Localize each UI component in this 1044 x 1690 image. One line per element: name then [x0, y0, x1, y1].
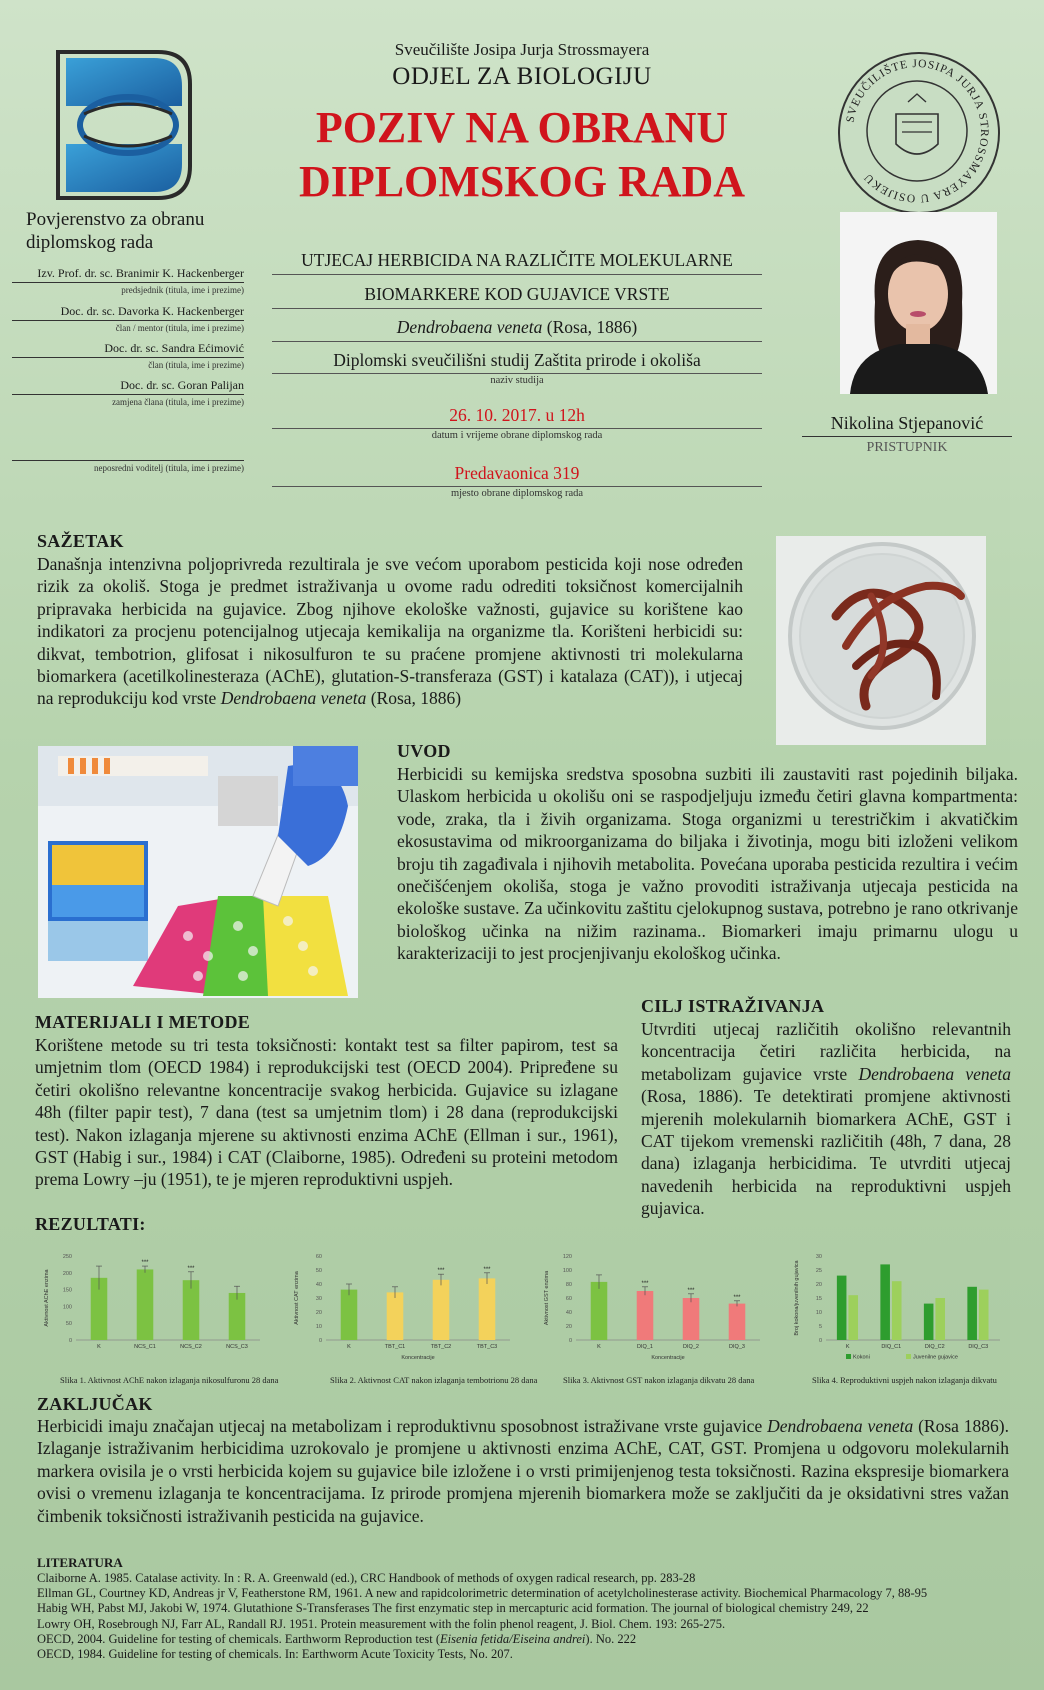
- x-tick-label: NCS_C3: [226, 1344, 248, 1350]
- y-tick-label: 80: [565, 1282, 572, 1288]
- species-name: Dendrobaena veneta: [858, 1063, 1011, 1084]
- earthworm-petri-image: [776, 536, 986, 745]
- chart-bar: [387, 1292, 404, 1340]
- x-tick-label: DIQ_C2: [924, 1344, 945, 1350]
- y-tick-label: 120: [562, 1254, 572, 1260]
- species-name: Dendrobaena veneta: [767, 1416, 914, 1436]
- y-tick-label: 60: [315, 1254, 322, 1260]
- chart-bar: [637, 1291, 654, 1340]
- lab-pipette-image: [38, 746, 358, 998]
- y-tick-label: 40: [315, 1282, 322, 1288]
- chart-bar: [137, 1269, 154, 1340]
- university-seal: [838, 52, 1000, 214]
- member-name: Izv. Prof. dr. sc. Branimir K. Hackenberger: [12, 266, 244, 283]
- uvod-text: Herbicidi su kemijska sredstva sposobna suzbiti ili zaustaviti rast pojedinih biljaka. Ulaskom herbicida u okolišu oni se raspodjeljuju između četiri glavna kompartmenta: vode, zraka, tla i živih organizama. Stoga organizmi u terestričkim i akvatičkim ekosustavima od mikroorganizama do biljaka i životinja, mogu biti izloženi velikom broju tih zagađivala i njihovih metabolita. Povećana uporaba pesticida rezultira i većim onečišćenjem okoliša, stoga je važno provoditi istraživanja utjecaja pesticida na ekološke sustave. Za učinkovitu zaštitu cjelokupnog sustava, potrebno je rano otkrivanje biološkog učinka na nižim razinama.. Biomarkeri imaju primarnu ulogu u karakterizaciji to jest procjenjivanju ekološkog učinka.: [397, 764, 1018, 964]
- chart-bar: [979, 1290, 989, 1340]
- x-axis-label: Koncentracije: [401, 1355, 435, 1361]
- legend-label: Juvenilne gujavice: [913, 1354, 958, 1361]
- cilj-text: [641, 1018, 1011, 1220]
- y-axis-label: Aktivnost GST enzima: [544, 1270, 550, 1326]
- candidate-name: Nikolina Stjepanović: [802, 413, 1012, 437]
- sazetak-tail: (Rosa, 1886): [366, 688, 462, 709]
- chart-bar: [229, 1293, 246, 1340]
- chart-caption: Slika 2. Aktivnost CAT nakon izlaganja tembotrionu 28 dana: [330, 1375, 538, 1385]
- species-name: Dendrobaena veneta: [220, 688, 367, 709]
- y-tick-label: 0: [818, 1338, 822, 1344]
- chart-bar: [341, 1290, 358, 1340]
- y-tick-label: 15: [815, 1296, 822, 1302]
- member-role: član / mentor (titula, ime i prezime): [115, 323, 244, 333]
- y-tick-label: 250: [62, 1254, 72, 1260]
- uvod-heading: UVOD: [397, 741, 451, 761]
- reference-item: OECD, 1984. Guideline for testing of chemicals. In: Earthworm Acute Toxicity Tests, No. 207.: [37, 1647, 513, 1662]
- sazetak-body: Današnja intenzivna poljoprivreda rezultirala je sve većom uporabom pesticida koji nose određen rizik za okoliš. Stoga je predmet istraživanja u ovome radu odrediti toksičnost komercijalnih pripravaka herbicida na gujavice. Zbog njihove ekološke važnosti, gujavice su korištene kao indikatori za procjenu potencijalnog utjecaja kemikalija na organizme tla. Korišteni herbicidi su: dikvat, tembotrion, glifosat i nikosulfuron te su praćene promjene aktivnosti tri molekularna biomarkera (acetilkolinesteraza (AChE), glutation-S-transferaza (GST) i katalaza (CAT)), i utjecaj na reprodukciju kod vrste: [37, 554, 743, 709]
- y-tick-label: 50: [65, 1321, 72, 1328]
- rezultati-heading: REZULTATI:: [35, 1214, 146, 1234]
- university-name: Sveučilište Josipa Jurja Strossmayera: [394, 40, 650, 59]
- cilj-tail: (Rosa, 1886). Te detektirati promjene aktivnosti mjerenih molekularnih biomarkera AChE, GST i CAT tijekom vremenski različitih (48h, 7 dana, 28 dana) izlaganja herbicidima. Te utvrditi utjecaj navedenih herbicida na reproduktivni uspjeh gujavica.: [641, 1086, 1011, 1219]
- chart-bar: [892, 1281, 902, 1340]
- reference-item: [37, 1632, 1022, 1647]
- title-line1: POZIV NA OBRANU: [315, 103, 729, 152]
- x-tick-label: DIQ_C1: [881, 1344, 902, 1350]
- metode-heading: MATERIJALI I METODE: [35, 1012, 251, 1032]
- significance-label: ***: [141, 1260, 149, 1267]
- species-name: Eisenia fetida/Eiseina andrei: [440, 1631, 586, 1646]
- literatura-list: [37, 1571, 1022, 1662]
- study-name: Diplomski sveučilišni studij Zaštita prirode i okoliša: [272, 350, 762, 374]
- legend-swatch: [846, 1354, 851, 1359]
- x-tick-label: TBT_C1: [384, 1344, 406, 1350]
- cilj-heading: CILJ ISTRAŽIVANJA: [641, 996, 825, 1016]
- y-tick-label: 100: [62, 1304, 72, 1311]
- y-tick-label: 30: [315, 1296, 322, 1302]
- chart-bar: [591, 1282, 608, 1340]
- y-tick-label: 40: [565, 1310, 572, 1316]
- member-role: zamjena člana (titula, ime i prezime): [112, 397, 244, 407]
- literatura-heading: LITERATURA: [37, 1555, 123, 1570]
- datetime-label: datum i vrijeme obrane diplomskog rada: [431, 430, 603, 441]
- committee-member: [12, 378, 244, 407]
- seal-text: SVEUČILIŠTE JOSIPA JURJA STROSSMAYERA U OSIJEKU: [844, 57, 991, 205]
- y-tick-label: 20: [565, 1324, 572, 1330]
- x-tick-label: K: [347, 1344, 351, 1350]
- sazetak-text: [37, 553, 743, 710]
- chart-caption: Slika 4. Reproduktivni uspjeh nakon izlaganja dikvatu: [812, 1375, 997, 1385]
- committee-member: [12, 341, 244, 370]
- chart-bar: [183, 1280, 200, 1340]
- chart-reproduction: [788, 1250, 1008, 1362]
- significance-label: ***: [437, 1268, 445, 1275]
- y-tick-label: 0: [568, 1338, 572, 1344]
- zakljucak-tail: (Rosa 1886). Izlaganje istraživanim herbicidima uzrokovalo je promjene u aktivnosti enzima AChE, CAT, GST. Promjena u odgovoru molekularnih markera ovisila je o vrsti herbicida kojem su gujavice bile izložene i o vrsti primijenjenog testa toksičnosti. Razina ekspresije biomarkera ovisi o vremenu izlaganja te koncentracijama. Iz prirode promjena mjerenih biomarkera može se zaključiti da je oksidativni stres važan čimbenik toksičnosti istraživanih pesticida na gujavice.: [37, 1416, 1010, 1526]
- species-author: (Rosa, 1886): [542, 317, 638, 337]
- study-label: naziv studija: [490, 375, 544, 386]
- significance-label: ***: [187, 1265, 195, 1272]
- thesis-title-line1: UTJECAJ HERBICIDA NA RAZLIČITE MOLEKULARNE: [272, 250, 762, 275]
- x-tick-label: TBT_C3: [476, 1344, 498, 1350]
- zakljucak-heading: ZAKLJUČAK: [37, 1394, 153, 1414]
- candidate-label: PRISTUPNIK: [866, 440, 948, 455]
- y-tick-label: 0: [68, 1338, 72, 1344]
- chart-ache: [38, 1250, 268, 1362]
- y-tick-label: 200: [62, 1270, 72, 1277]
- significance-label: ***: [687, 1287, 695, 1294]
- x-tick-label: DIQ_2: [683, 1344, 699, 1350]
- y-tick-label: 10: [815, 1310, 822, 1316]
- chart-caption: Slika 3. Aktivnost GST nakon izlaganja dikvatu 28 dana: [563, 1375, 755, 1385]
- x-tick-label: TBT_C2: [430, 1344, 452, 1350]
- title-line2: DIPLOMSKOG RADA: [298, 157, 746, 206]
- x-tick-label: DIQ_1: [637, 1344, 653, 1350]
- y-axis-label: Aktivnost AChE enzima: [44, 1269, 50, 1327]
- y-tick-label: 60: [565, 1296, 572, 1302]
- chart-bar: [924, 1304, 934, 1340]
- committee-member: [12, 304, 244, 333]
- y-tick-label: 50: [315, 1268, 322, 1274]
- x-tick-label: DIQ_C3: [968, 1344, 989, 1350]
- department-logo: [48, 44, 198, 206]
- member-name: Doc. dr. sc. Davorka K. Hackenberger: [12, 304, 244, 321]
- zakljucak-body: Herbicidi imaju značajan utjecaj na metabolizam i reproduktivnu sposobnost istraživane vrste gujavice: [37, 1416, 768, 1436]
- y-tick-label: 30: [815, 1254, 822, 1260]
- member-name: Doc. dr. sc. Goran Palijan: [12, 378, 244, 395]
- chart-bar: [935, 1298, 945, 1340]
- y-tick-label: 10: [315, 1324, 322, 1330]
- chart-gst: [538, 1250, 768, 1362]
- member-role: član (titula, ime i prezime): [148, 360, 244, 370]
- zakljucak-text: [37, 1415, 1009, 1527]
- y-tick-label: 20: [315, 1310, 322, 1316]
- candidate-photo: [840, 212, 997, 394]
- significance-label: ***: [483, 1266, 491, 1273]
- x-axis-label: Koncentracije: [651, 1355, 685, 1361]
- x-tick-label: DIQ_3: [729, 1344, 745, 1350]
- species-name: Dendrobaena veneta: [396, 317, 543, 337]
- chart-bar: [837, 1276, 847, 1340]
- chart-bar: [729, 1304, 746, 1340]
- committee-member: [12, 266, 244, 295]
- committee-title: Povjerenstvo za obranu diplomskog rada: [26, 209, 205, 253]
- reference-item: Claiborne A. 1985. Catalase activity. In : R. A. Greenwald (ed.), CRC Handbook of methods of oxygen radical research, pp. 283-28: [37, 1571, 696, 1585]
- y-tick-label: 20: [815, 1282, 822, 1288]
- cilj-body: Utvrditi utjecaj različitih okolišno relevantnih koncentracija četiri različita herbicida, na metabolizam gujavice vrste: [641, 1019, 1011, 1084]
- y-tick-label: 150: [62, 1287, 72, 1294]
- thesis-species-line: [272, 317, 762, 342]
- x-tick-label: NCS_C1: [134, 1344, 156, 1350]
- thesis-title-line2: BIOMARKERE KOD GUJAVICE VRSTE: [272, 284, 762, 309]
- x-tick-label: K: [597, 1344, 601, 1350]
- y-tick-label: 0: [318, 1338, 322, 1344]
- chart-bar: [433, 1280, 450, 1340]
- defense-datetime: 26. 10. 2017. u 12h: [272, 405, 762, 429]
- y-axis-label: Aktivnost CAT enzima: [294, 1271, 300, 1325]
- x-tick-label: NCS_C2: [180, 1344, 202, 1350]
- x-tick-label: K: [97, 1344, 101, 1350]
- department-name: ODJEL ZA BIOLOGIJU: [392, 63, 652, 90]
- reference-tail: ). No. 222: [585, 1631, 637, 1646]
- legend-label: Kokoni: [853, 1354, 870, 1361]
- y-tick-label: 5: [818, 1324, 822, 1330]
- chart-cat: [288, 1250, 518, 1362]
- defense-location: Predavaonica 319: [272, 463, 762, 487]
- reference-item: Ellman GL, Courtney KD, Andreas jr V, Featherstone RM, 1961. A new and rapidcolorimetric determination of acetylcholinesterase activity. Biochemical Pharmacology 7, 88-95: [37, 1586, 928, 1601]
- legend-swatch: [906, 1354, 911, 1359]
- chart-bar: [880, 1264, 890, 1340]
- chart-bar: [967, 1287, 977, 1340]
- sazetak-heading: SAŽETAK: [37, 531, 124, 551]
- location-label: mjesto obrane diplomskog rada: [450, 488, 584, 499]
- member-name: [12, 444, 244, 461]
- y-tick-label: 25: [815, 1268, 822, 1274]
- chart-bar: [683, 1298, 700, 1340]
- significance-label: ***: [641, 1280, 649, 1287]
- y-axis-label: Broj kokona/juvenilnih gujavica: [794, 1260, 800, 1336]
- chart-bar: [479, 1278, 496, 1340]
- metode-text: Korištene metode su tri testa toksičnosti: kontakt test sa filter papirom, test sa umjetnim tlom (OECD 1984) i reprodukcijski test (OECD 2004). Pripređene su četiri okolišno relevantne koncentracije svakog herbicida. Gujavice su izlagane 48h (filter papir test), 7 dana (test sa umjetnim tlom) i 28 dana (reprodukcijski test). Nakon izlaganja mjerene su aktivnosti enzima AChE (Ellman i sur., 1961), GST (Habig i sur., 1984) i CAT (Claiborne, 1985). Određeni su proteini metodom prema Lowry –ju (1951), te je mjeren reproduktivni uspjeh.: [35, 1035, 618, 1190]
- chart-caption: Slika 1. Aktivnost AChE nakon izlaganja nikosulfuronu 28 dana: [60, 1375, 279, 1385]
- member-name: Doc. dr. sc. Sandra Ećimović: [12, 341, 244, 358]
- chart-bar: [848, 1295, 858, 1340]
- member-role: neposredni voditelj (titula, ime i prezime): [94, 463, 244, 473]
- x-tick-label: K: [845, 1344, 850, 1350]
- reference-item: Lowry OH, Rosebrough NJ, Farr AL, Randall RJ. 1951. Protein measurement with the folin phenol reagent, J. Biol. Chem. 193: 265-275.: [37, 1616, 726, 1631]
- reference-text: OECD, 2004. Guideline for testing of chemicals. Earthworm Reproduction test (: [37, 1631, 441, 1646]
- member-role: predsjednik (titula, ime i prezime): [121, 285, 244, 295]
- y-tick-label: 100: [562, 1268, 572, 1274]
- significance-label: ***: [733, 1294, 741, 1301]
- reference-item: Habig WH, Pabst MJ, Jakobi W, 1974. Glutathione S-Transferases The first enzymatic step in mercapturic acid formation. The journal of biological chemistry 249, 22: [37, 1601, 869, 1616]
- committee-member: [12, 444, 244, 473]
